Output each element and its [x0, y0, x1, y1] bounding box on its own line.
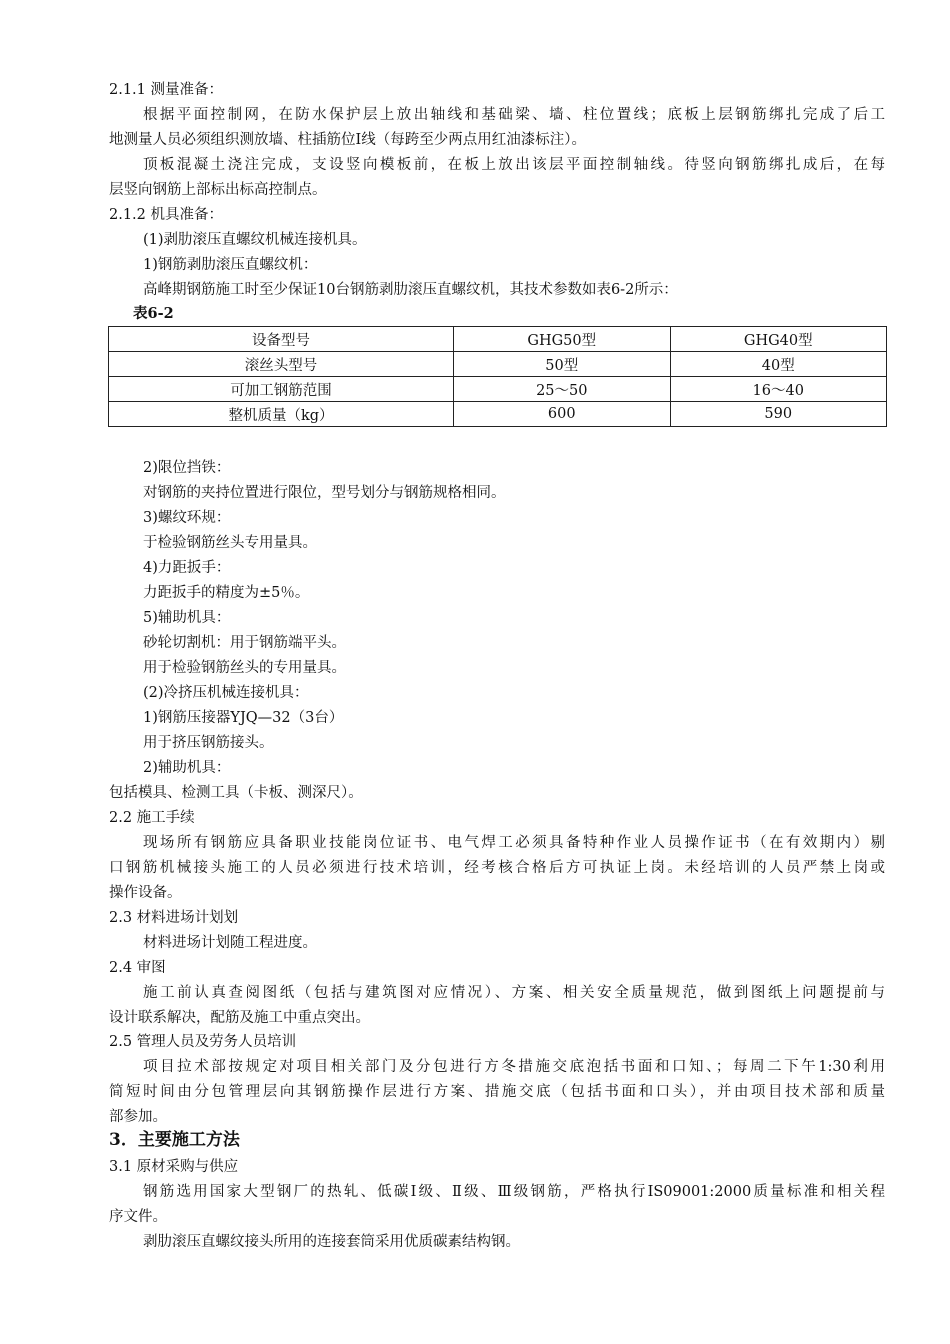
table-cell: 整机质量（kg） [109, 402, 454, 427]
table-row [109, 327, 887, 352]
section-2-2-heading: 2.2 施工手续 [109, 810, 195, 826]
section-2-5-heading: 2.5 管理人员及劳务人员培训 [109, 1034, 297, 1050]
paragraph-line: 于检验钢筋丝头专用量具。 [143, 535, 317, 551]
section-2-3-heading: 2.3 材料进场计划划 [109, 910, 239, 926]
paragraph-line: 简短时间由分包管理层向其钢筋操作层进行方案、措施交底（包括书面和口头），并由项目技术部和质量 [109, 1084, 885, 1100]
paragraph-line: 用于检验钢筋丝头的专用量具。 [143, 660, 346, 676]
paragraph-line: 钢筋选用国家大型钢厂的热轧、低碳Ⅰ级、Ⅱ级、Ⅲ级钢筋，严格执行IS09001:2000质量标准和相关程 [143, 1184, 885, 1200]
paragraph-line: 现场所有钢筋应具备职业技能岗位证书、电气焊工必须具备特种作业人员操作证书（在有效期内）剔 [143, 835, 885, 851]
table-row [109, 377, 887, 402]
paragraph-line: 项目拉术部按规定对项目相关部门及分包进行方冬措施交底泡括书面和口知、；每周二下午1:30利用 [143, 1059, 885, 1075]
table-row [109, 402, 887, 427]
paragraph-line: 口钢筋机械接头施工的人员必须进行技术培训，经考核合格后方可执证上岗。未经培训的人员严禁上岗或 [109, 860, 885, 876]
list-item: (1)剥肋滚压直螺纹机械连接机具。 [143, 232, 367, 248]
table-cell: GHG40型 [670, 327, 887, 352]
table-cell: 16～40 [670, 377, 887, 402]
paragraph-line: 操作设备。 [109, 885, 182, 901]
list-item: 2)限位挡铁： [143, 460, 231, 476]
list-item: 2)辅助机具： [143, 760, 231, 776]
paragraph-line: 序文件。 [109, 1209, 167, 1225]
paragraph-line: 高峰期钢筋施工时至少保证10台钢筋剥肋滚压直螺纹机，其技术参数如表6-2所示： [143, 282, 678, 298]
section-3-heading: 3．主要施工方法 [109, 1130, 240, 1150]
paragraph-line: 顶板混凝土浇注完成，支设竖向模板前，在板上放出该层平面控制轴线。待竖向钢筋绑扎成后，在每 [143, 157, 885, 173]
paragraph-line: 材料进场计划随工程进度。 [143, 935, 317, 951]
paragraph-line: 施工前认真查阅图纸（包括与建筑图对应情况）、方案、相关安全质量规范，做到图纸上问题提前与 [143, 985, 885, 1001]
table-cell: 40型 [670, 352, 887, 377]
paragraph-line: 剥肋滚压直螺纹接头所用的连接套筒采用优质碳素结构钢。 [143, 1234, 520, 1250]
table-cell: 滚丝头型号 [109, 352, 454, 377]
table-cell: 25～50 [454, 377, 670, 402]
table-row [109, 352, 887, 377]
table-cell: 可加工钢筋范围 [109, 377, 454, 402]
section-2-4-heading: 2.4 审图 [109, 960, 166, 976]
table-cell: 600 [454, 402, 670, 427]
table-caption: 表6-2 [133, 305, 174, 322]
paragraph-line: 包括模具、检测工具（卡板、测深尺）。 [109, 785, 363, 801]
table-cell: 50型 [454, 352, 670, 377]
paragraph-line: 用于挤压钢筋接头。 [143, 735, 274, 751]
paragraph-line: 砂轮切割机：用于钢筋端平头。 [143, 635, 346, 651]
list-item: 1)钢筋剥肋滚压直螺纹机： [143, 257, 318, 273]
list-item: 4)力距扳手： [143, 560, 231, 576]
section-2-1-2-heading: 2.1.2 机具准备： [109, 207, 224, 223]
paragraph-line: 力距扳手的精度为±5％。 [143, 585, 310, 601]
table-cell: 590 [670, 402, 887, 427]
table-cell: GHG50型 [454, 327, 670, 352]
paragraph-line: 对钢筋的夹持位置进行限位，型号划分与钢筋规格相同。 [143, 485, 506, 501]
table-cell: 设备型号 [109, 327, 454, 352]
list-item: (2)冷挤压机械连接机具： [143, 685, 309, 701]
list-item: 5)辅助机具： [143, 610, 231, 626]
paragraph-line: 地测量人员必须组织测放墙、柱插筋位Ⅰ线（每跨至少两点用红油漆标注）。 [109, 132, 586, 148]
section-2-1-1-heading: 2.1.1 测量准备： [109, 82, 224, 98]
paragraph-line: 设计联系解决，配筋及施工中重点突出。 [109, 1010, 370, 1026]
list-item: 1)钢筋压接器YJQ—32（3台） [143, 710, 344, 726]
paragraph-line: 部参加。 [109, 1109, 167, 1125]
section-3-1-heading: 3.1 原材采购与供应 [109, 1159, 239, 1175]
paragraph-line: 根据平面控制网，在防水保护层上放出轴线和基础梁、墙、柱位置线；底板上层钢筋绑扎完成了后工 [143, 107, 885, 123]
paragraph-line: 层竖向钢筋上部标出标高控制点。 [109, 182, 327, 198]
spec-table [108, 326, 887, 427]
list-item: 3)螺纹环规： [143, 510, 231, 526]
